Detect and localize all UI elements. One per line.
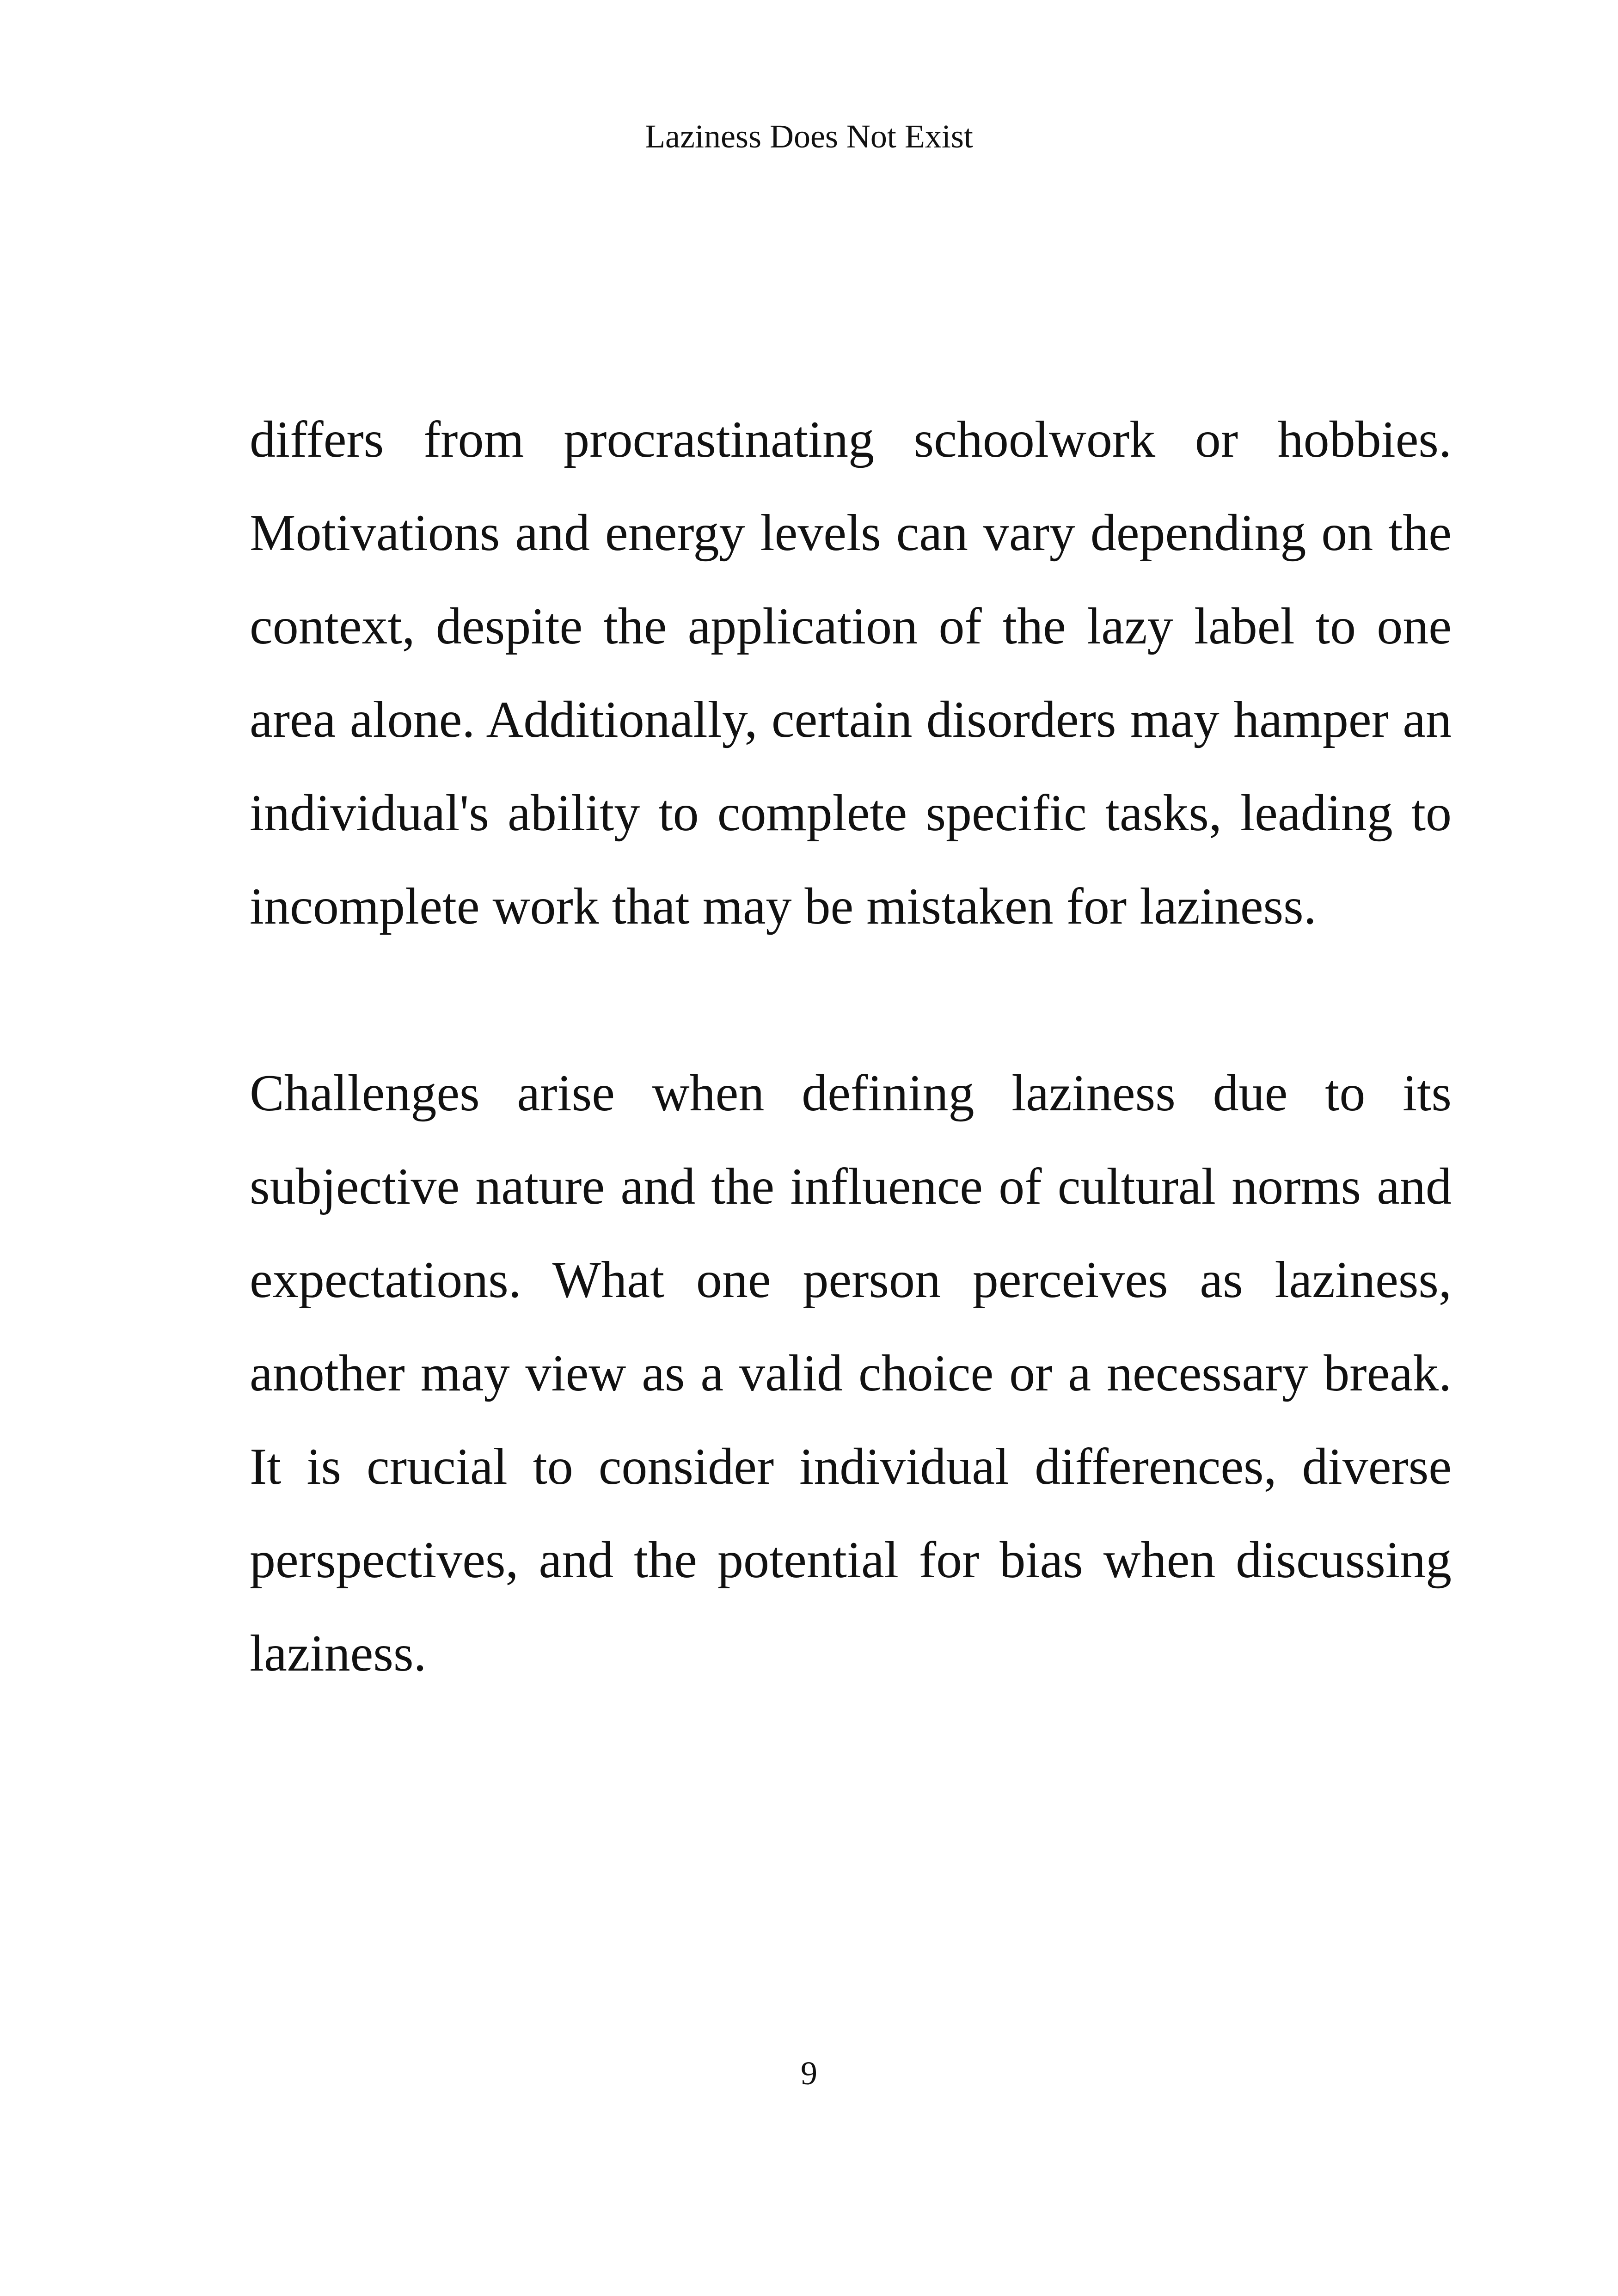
- page-number: 9: [801, 2055, 817, 2092]
- paragraph: differs from procrastinating schoolwork or hobbies. Motivations and energy levels can vary depending on the context, despite the application of the lazy label to one area alone. Additionally, certain disorders may hamper an individual's ability to complete specific tasks, leading to incomplete work that may be mistaken for laziness.: [250, 411, 1452, 935]
- running-header: Laziness Does Not Exist: [645, 118, 973, 155]
- paragraph: Challenges arise when defining laziness due to its subjective nature and the influence of cultural norms and expectations. What one person perceives as laziness, another may view as a valid choice or a necessary break. It is crucial to consider individual differences, diverse perspectives, and the potential for bias when discussing laziness.: [250, 1065, 1452, 1682]
- body-text: [250, 393, 1452, 1700]
